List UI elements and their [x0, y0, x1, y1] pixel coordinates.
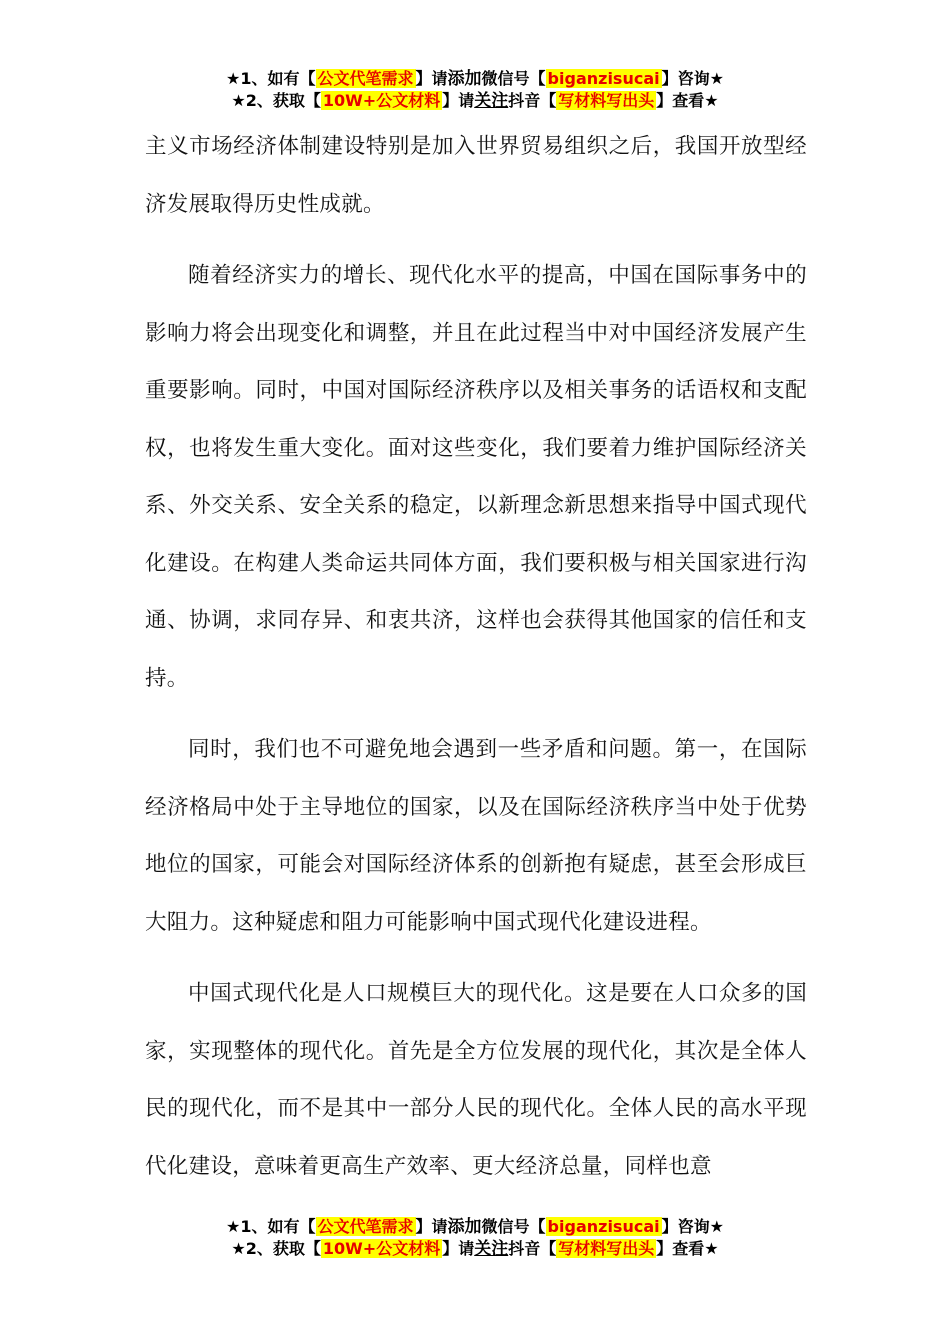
highlight-materials: 10W+公文材料	[322, 1239, 441, 1258]
banner-text: 微信号【	[481, 1217, 546, 1236]
highlight-ghostwriting: 公文代笔需求	[317, 69, 414, 88]
paragraph-1: 主义市场经济体制建设特别是加入世界贸易组织之后，我国开放型经济发展取得历史性成就。	[145, 134, 807, 217]
paragraph-2: 随着经济实力的增长、现代化水平的提高，中国在国际事务中的影响力将会出现变化和调整，并且在此过程当中对中国经济发展产生重要影响。同时，中国对国际经济秩序以及相关事务的话语权和支配权，也将发生重大变化。面对这些变化，我们要着力维护国际经济关系、外交关系、安全关系的稳定，以新理念新思想来指导中国式现代化建设。在构建人类命运共同体方面，我们要积极与相关国家进行沟通、协调，求同存异、和衷共济，这样也会获得其他国家的信任和支持。	[145, 263, 807, 691]
header-banner	[0, 68, 950, 112]
highlight-douyin-account: 写材料写出头	[558, 1239, 655, 1258]
footer-banner-line-2	[0, 1238, 950, 1260]
header-banner-line-1	[0, 68, 950, 90]
banner-text: 】咨询★	[661, 1217, 724, 1236]
banner-text: 】查看★	[656, 1239, 719, 1258]
banner-text: 2、获取【	[245, 91, 321, 110]
star-icon: ★	[226, 69, 241, 88]
star-icon: ★	[226, 1217, 241, 1236]
footer-banner	[0, 1216, 950, 1260]
banner-text: 】请	[442, 91, 475, 110]
header-banner-line-2	[0, 90, 950, 112]
banner-text: 】请	[415, 1217, 448, 1236]
banner-text: 】查看★	[656, 91, 719, 110]
banner-text: 抖音【	[508, 1239, 557, 1258]
highlight-ghostwriting: 公文代笔需求	[317, 1217, 414, 1236]
banner-text: 抖音【	[508, 91, 557, 110]
emphasis-add: 添加	[447, 69, 482, 89]
banner-text: 1、如有【	[240, 69, 316, 88]
highlight-wechat-id: biganzisucai	[547, 1217, 660, 1236]
highlight-wechat-id: biganzisucai	[547, 69, 660, 88]
banner-text: 】请	[415, 69, 448, 88]
banner-text: 2、获取【	[245, 1239, 321, 1258]
star-icon: ★	[231, 1239, 246, 1258]
star-icon: ★	[231, 91, 246, 110]
banner-text: 】请	[442, 1239, 475, 1258]
banner-text: 1、如有【	[240, 1217, 316, 1236]
footer-banner-line-1	[0, 1216, 950, 1238]
banner-text: 】咨询★	[661, 69, 724, 88]
paragraph-4: 中国式现代化是人口规模巨大的现代化。这是要在人口众多的国家，实现整体的现代化。首先是全方位发展的现代化，其次是全体人民的现代化，而不是其中一部分人民的现代化。全体人民的高水平现代化建设，意味着更高生产效率、更大经济总量，同样也意	[145, 981, 807, 1179]
emphasis-follow: 关注	[474, 91, 509, 111]
highlight-materials: 10W+公文材料	[322, 91, 441, 110]
document-body	[145, 118, 807, 1195]
highlight-douyin-account: 写材料写出头	[558, 91, 655, 110]
emphasis-add: 添加	[447, 1217, 482, 1237]
paragraph-3: 同时，我们也不可避免地会遇到一些矛盾和问题。第一，在国际经济格局中处于主导地位的国家，以及在国际经济秩序当中处于优势地位的国家，可能会对国际经济体系的创新抱有疑虑，甚至会形成巨大阻力。这种疑虑和阻力可能影响中国式现代化建设进程。	[145, 737, 807, 935]
banner-text: 微信号【	[481, 69, 546, 88]
emphasis-follow: 关注	[474, 1239, 509, 1259]
